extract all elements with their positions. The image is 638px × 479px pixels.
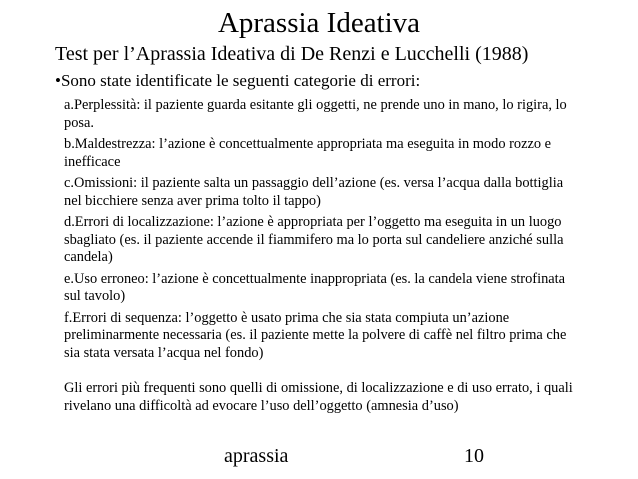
error-category-item: c.Omissioni: il paziente salta un passaggio dell’azione (es. versa l’acqua dalla bottiglia nel bicchiere senza aver prima tolto il tappo) (64, 175, 564, 209)
error-category-item: d.Errori di localizzazione: l’azione è appropriata per l’oggetto ma eseguita in un luogo sbagliato (es. il paziente accende il fiammifero ma lo porta sul candeliere anziché sulla candela) (64, 214, 564, 265)
footer-label: aprassia (224, 445, 289, 467)
slide-title: Aprassia Ideativa (217, 7, 421, 39)
error-category-item: a.Perplessità: il paziente guarda esitante gli oggetti, ne prende uno in mano, lo rigira, lo posa. (64, 97, 567, 131)
error-category-item: e.Uso erroneo: l’azione è concettualmente inappropriata (es. la candela viene strofinata sul tavolo) (64, 270, 566, 304)
summary-paragraph: Gli errori più frequenti sono quelli di omissione, di localizzazione e di uso errato, i quali rivelano una difficoltà ad evocare l’uso dell’oggetto (amnesia d’uso) (64, 380, 573, 414)
error-category-item: f.Errori di sequenza: l’oggetto è usato prima che sia stata compiuta un’azione preliminarmente necessaria (es. il paziente mette la polvere di caffè nel filtro prima che sia stata versata l’acqua nel fondo) (64, 309, 567, 361)
page-number: 10 (464, 445, 484, 467)
slide-subtitle: Test per l’Aprassia Ideativa di De Renzi e Lucchelli (1988) (55, 43, 529, 65)
error-category-item: b.Maldestrezza: l’azione è concettualmente appropriata ma eseguita in modo rozzo e inefficace (64, 136, 552, 170)
bullet-intro: •Sono state identificate le seguenti categorie di errori: (55, 71, 421, 90)
error-category-list (64, 97, 584, 366)
